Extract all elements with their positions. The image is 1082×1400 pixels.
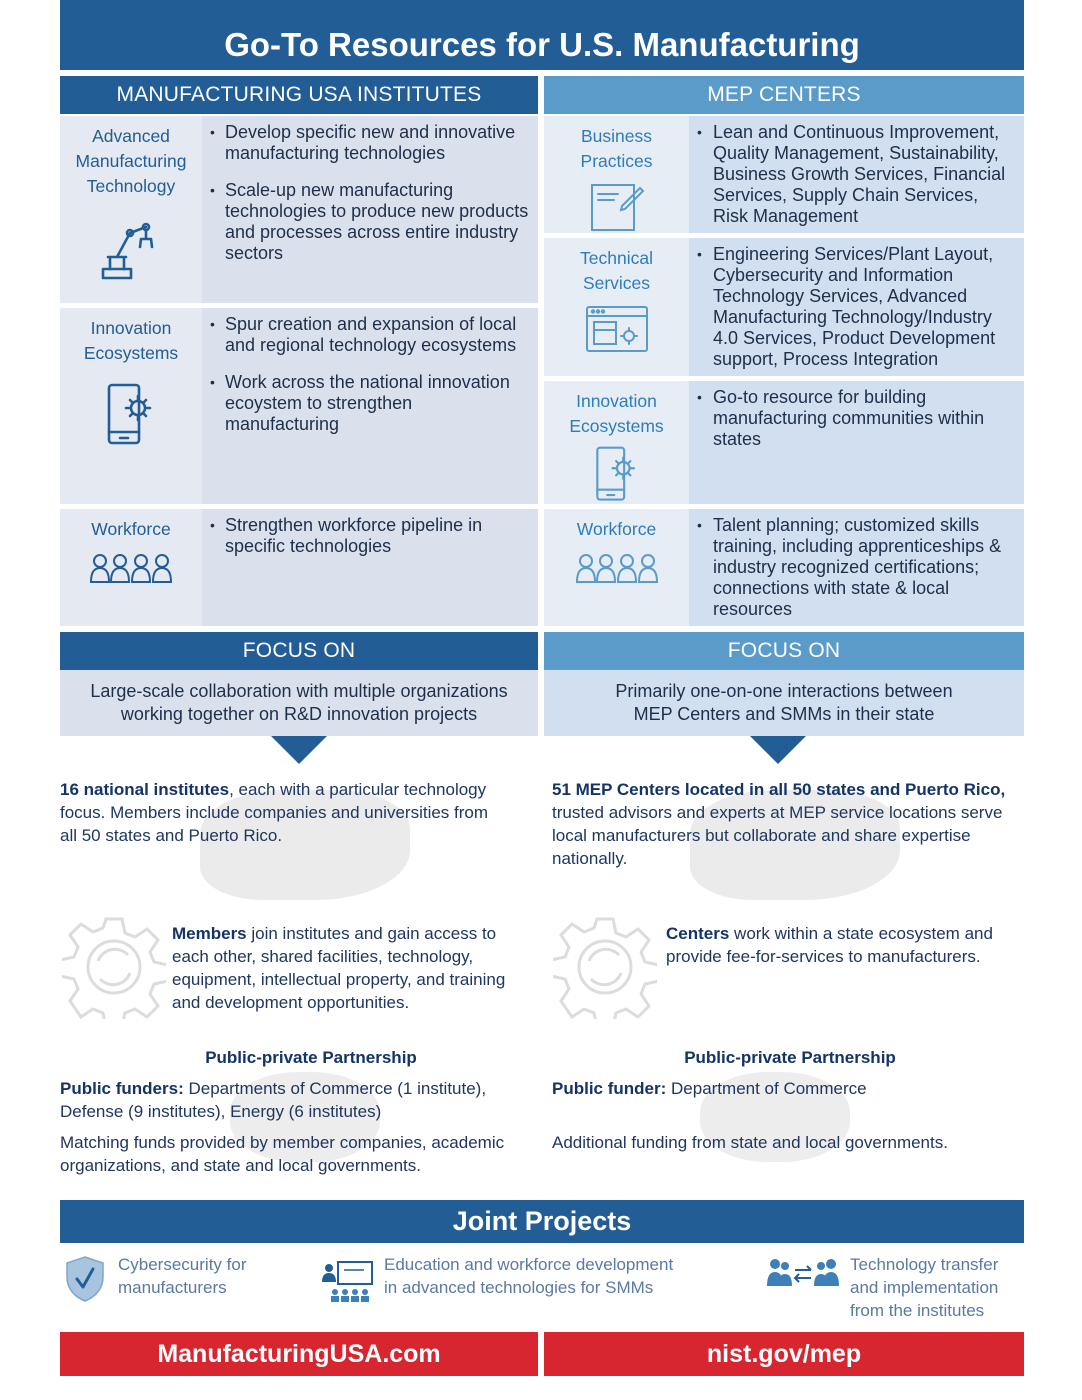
- institutes-row-advanced-manufacturing: [60, 116, 538, 303]
- mep-row-business-practices: [544, 116, 1024, 233]
- document-pen-icon: [588, 182, 646, 232]
- mep-centers-text: Centers work within a state ecosystem and provide fee-for-services to manufacturers.: [666, 924, 993, 966]
- institutes-row-innovation-ecosystems: [60, 308, 538, 504]
- mep-down-arrow: [750, 736, 806, 764]
- bullet: • Talent planning; customized skills training, including apprenticeships & industry recognized certifications; connections with state & local resources: [697, 515, 1016, 620]
- people-icon: [575, 552, 659, 584]
- row-label: Innovation Ecosystems: [569, 391, 664, 436]
- bullet: • Strengthen workforce pipeline in specific technologies: [210, 515, 530, 557]
- gear-icon: [553, 915, 657, 1019]
- bullet: • Scale-up new manufacturing technologies to produce new products and processes across entire industry sectors: [210, 180, 530, 264]
- row-label: Business Practices: [580, 126, 653, 171]
- row-label: Advanced Manufacturing Technology: [75, 126, 187, 196]
- row-label: Innovation Ecosystems: [83, 318, 179, 363]
- gear-icon: [62, 915, 166, 1019]
- row-label: Technical Services: [580, 248, 653, 293]
- bullet: • Develop specific new and innovative manufacturing technologies: [210, 122, 530, 164]
- classroom-icon: [320, 1258, 374, 1308]
- institutes-ppp-title: Public-private Partnership: [205, 1048, 417, 1067]
- mep-summary: 51 MEP Centers located in all 50 states and Puerto Rico, trusted advisors and experts at MEP service locations serve local manufacturers but collaborate and share expertise nationally.: [552, 780, 1006, 868]
- institutes-members-text: Members join institutes and gain access to each other, shared facilities, technology, equipment, intellectual property, and training and development opportunities.: [172, 924, 506, 1012]
- robot-arm-icon: [100, 215, 162, 281]
- joint-item-education: Education and workforce development in advanced technologies for SMMs: [384, 1255, 674, 1297]
- institutes-down-arrow: [271, 736, 327, 764]
- browser-window-icon: [585, 304, 649, 354]
- bullet: • Spur creation and expansion of local and regional technology ecosystems: [210, 314, 530, 356]
- nist-mep-link[interactable]: nist.gov/mep: [544, 1332, 1024, 1376]
- people-exchange-icon: [766, 1256, 840, 1290]
- institutes-focus-text: Large-scale collaboration with multiple organizations working together on R&D innovation projects: [60, 670, 538, 736]
- phone-gear-icon: [589, 445, 645, 504]
- mep-row-workforce: [544, 509, 1024, 626]
- shield-check-icon: [64, 1255, 106, 1303]
- institutes-summary: 16 national institutes, each with a particular technology focus. Members include companies and universities from all 50 states and Puerto Rico.: [60, 780, 489, 845]
- institutes-funders: Public funders: Departments of Commerce (1 institute), Defense (9 institutes), Energy (6 institutes): [60, 1079, 487, 1121]
- mep-row-innovation-ecosystems: [544, 381, 1024, 504]
- bullet: • Engineering Services/Plant Layout, Cybersecurity and Information Technology Services, Advanced Manufacturing Technology/Industry 4.0 Services, Product Development support, Process Integration: [697, 244, 1016, 370]
- joint-projects-header: Joint Projects: [60, 1200, 1024, 1243]
- mep-funders: Public funder: Department of Commerce: [552, 1079, 867, 1098]
- mep-ppp-title: Public-private Partnership: [684, 1048, 896, 1067]
- bullet: • Lean and Continuous Improvement, Quality Management, Sustainability, Business Growth Services, Financial Services, Supply Chain Services, Risk Management: [697, 122, 1016, 227]
- mep-focus-header: FOCUS ON: [544, 632, 1024, 670]
- bullet: • Work across the national innovation ecoystem to strengthen manufacturing: [210, 372, 530, 435]
- people-icon: [89, 552, 173, 584]
- institutes-row-workforce: [60, 509, 538, 626]
- row-label: Workforce: [91, 519, 171, 539]
- row-label: Workforce: [576, 519, 657, 539]
- page-title: Go-To Resources for U.S. Manufacturing: [60, 0, 1024, 70]
- joint-item-technology-transfer: Technology transfer and implementation from the institutes: [850, 1255, 999, 1320]
- phone-gear-icon: [103, 382, 159, 448]
- institutes-matching-funds: Matching funds provided by member companies, academic organizations, and state and local governments.: [60, 1133, 505, 1175]
- mep-additional-funding: Additional funding from state and local governments.: [552, 1133, 948, 1152]
- joint-item-cybersecurity: Cybersecurity for manufacturers: [118, 1255, 247, 1297]
- bullet: • Go-to resource for building manufacturing communities within states: [697, 387, 1016, 450]
- institutes-header: MANUFACTURING USA INSTITUTES: [60, 76, 538, 114]
- mep-row-technical-services: [544, 238, 1024, 376]
- mep-header: MEP CENTERS: [544, 76, 1024, 114]
- institutes-focus-header: FOCUS ON: [60, 632, 538, 670]
- manufacturingusa-link[interactable]: ManufacturingUSA.com: [60, 1332, 538, 1376]
- mep-focus-text: Primarily one-on-one interactions between MEP Centers and SMMs in their state: [544, 670, 1024, 736]
